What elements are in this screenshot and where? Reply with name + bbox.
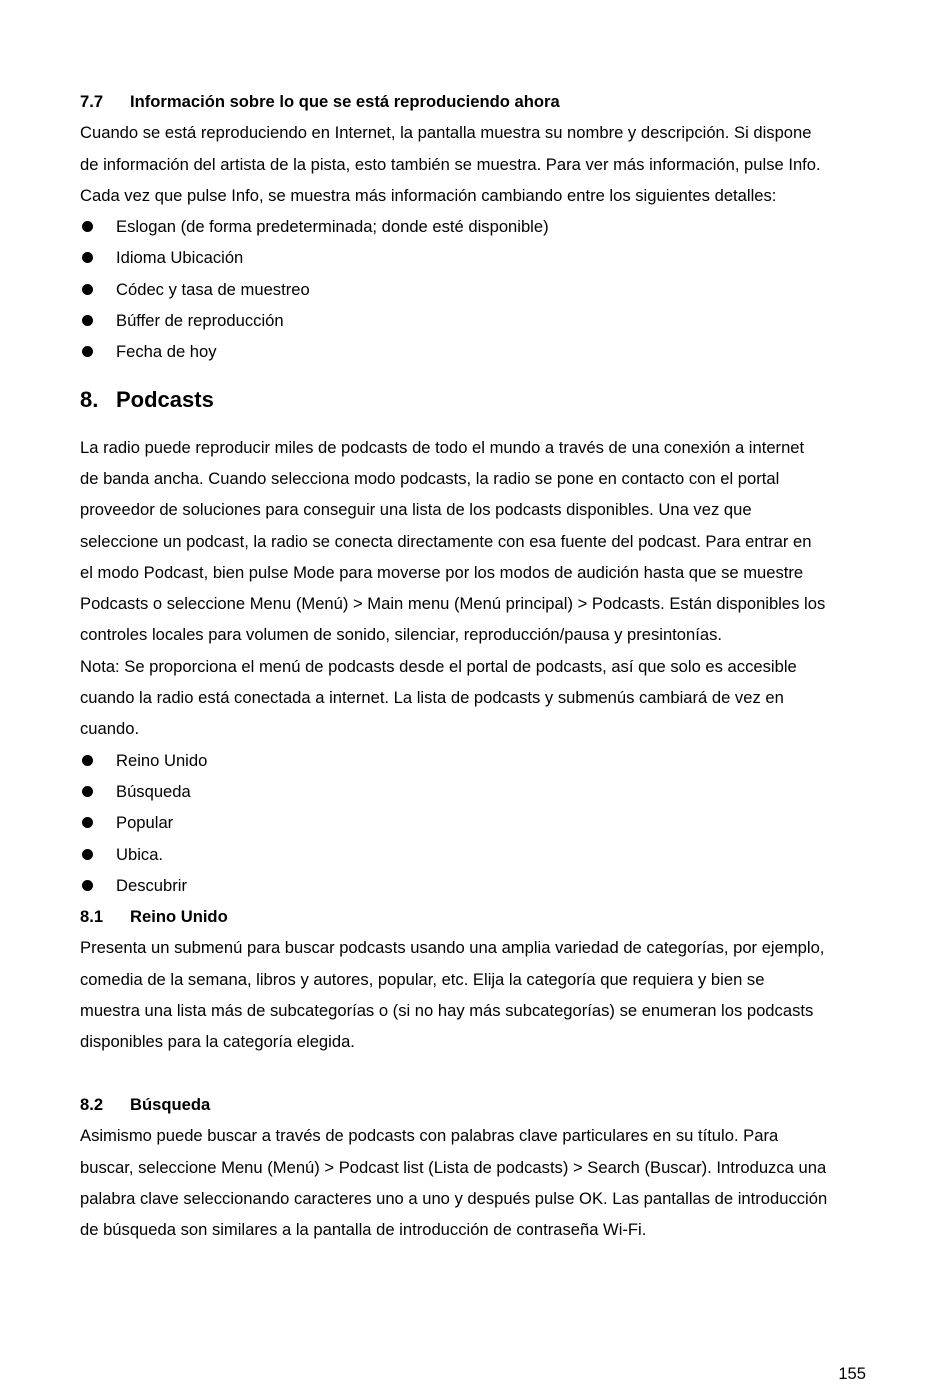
paragraph-line: controles locales para volumen de sonido, silenciar, reproducción/pausa y presintonías. bbox=[80, 625, 722, 645]
list-item-text: Eslogan (de forma predeterminada; donde esté disponible) bbox=[116, 217, 549, 237]
list-item bbox=[80, 839, 880, 870]
list-item bbox=[80, 870, 880, 901]
list-item bbox=[80, 336, 880, 367]
list-item bbox=[80, 745, 880, 776]
section-7-7-heading bbox=[80, 86, 880, 117]
document-page bbox=[80, 86, 880, 1245]
list-item-text: Códec y tasa de muestreo bbox=[116, 279, 310, 299]
paragraph-line: de banda ancha. Cuando selecciona modo podcasts, la radio se pone en contacto con el portal bbox=[80, 468, 780, 488]
paragraph-line: cuando. bbox=[80, 719, 140, 739]
paragraph-line: Podcasts o seleccione Menu (Menú) > Main menu (Menú principal) > Podcasts. Están disponibles los bbox=[80, 594, 826, 614]
list-item-text: Idioma Ubicación bbox=[116, 248, 244, 268]
paragraph-line: proveedor de soluciones para conseguir una lista de los podcasts disponibles. Una vez que bbox=[80, 500, 752, 520]
paragraph-line: palabra clave seleccionando caracteres uno a uno y después pulse OK. Las pantallas de introducción bbox=[80, 1188, 828, 1208]
list-item bbox=[80, 274, 880, 305]
paragraph-line: buscar, seleccione Menu (Menú) > Podcast list (Lista de podcasts) > Search (Buscar). Introduzca una bbox=[80, 1157, 827, 1177]
section-title: Reino Unido bbox=[130, 907, 228, 927]
list-item bbox=[80, 242, 880, 273]
section-number: 8.1 bbox=[80, 907, 104, 927]
paragraph-line: seleccione un podcast, la radio se conecta directamente con esa fuente del podcast. Para entrar en bbox=[80, 531, 812, 551]
section-8-1-heading bbox=[80, 901, 880, 932]
list-item bbox=[80, 305, 880, 336]
list-item-text: Descubrir bbox=[116, 875, 188, 895]
section-number: 7.7 bbox=[80, 92, 104, 111]
paragraph-line: Nota: Se proporciona el menú de podcasts desde el portal de podcasts, así que solo es accesible bbox=[80, 656, 797, 676]
section-title: Búsqueda bbox=[130, 1094, 211, 1114]
paragraph-line: La radio puede reproducir miles de podcasts de todo el mundo a través de una conexión a internet bbox=[80, 437, 805, 457]
list-item-text: Fecha de hoy bbox=[116, 342, 217, 362]
list-item-text: Búsqueda bbox=[116, 781, 191, 801]
paragraph-line: Cuando se está reproduciendo en Internet, la pantalla muestra su nombre y descripción. Si dispone bbox=[80, 123, 812, 143]
chapter-number: 8. bbox=[80, 386, 99, 412]
paragraph-line: comedia de la semana, libros y autores, popular, etc. Elija la categoría que requiera y bien se bbox=[80, 969, 765, 989]
paragraph-line: Presenta un submenú para buscar podcasts usando una amplia variedad de categorías, por ejemplo, bbox=[80, 938, 825, 958]
paragraph-line: muestra una lista más de subcategorías o (si no hay más subcategorías) se enumeran los podcasts bbox=[80, 1001, 814, 1021]
bullet-icon bbox=[82, 284, 93, 295]
chapter-title: Podcasts bbox=[116, 386, 214, 412]
list-item-text: Popular bbox=[116, 813, 174, 833]
bullet-icon bbox=[82, 755, 93, 766]
paragraph-line: de búsqueda son similares a la pantalla de introducción de contraseña Wi-Fi. bbox=[80, 1220, 647, 1240]
page-number: 155 bbox=[838, 1364, 866, 1383]
spacer bbox=[80, 1058, 880, 1089]
bullet-icon bbox=[82, 346, 93, 357]
section-8-2-heading bbox=[80, 1089, 880, 1120]
paragraph-line: disponibles para la categoría elegida. bbox=[80, 1032, 355, 1052]
list-item bbox=[80, 211, 880, 242]
list-item bbox=[80, 807, 880, 838]
bullet-icon bbox=[82, 817, 93, 828]
section-title: Información sobre lo que se está reproduciendo ahora bbox=[130, 92, 560, 111]
bullet-icon bbox=[82, 221, 93, 232]
section-number: 8.2 bbox=[80, 1094, 104, 1114]
paragraph-line: cuando la radio está conectada a internet. La lista de podcasts y submenús cambiará de vez en bbox=[80, 688, 784, 708]
paragraph-line: de información del artista de la pista, esto también se muestra. Para ver más información, pulse Info. bbox=[80, 154, 821, 174]
bullet-icon bbox=[82, 786, 93, 797]
chapter-heading bbox=[80, 385, 880, 415]
list-item-text: Ubica. bbox=[116, 844, 164, 864]
list-item-text: Búffer de reproducción bbox=[116, 311, 284, 331]
bullet-icon bbox=[82, 315, 93, 326]
bullet-icon bbox=[82, 880, 93, 891]
list-item-text: Reino Unido bbox=[116, 750, 208, 770]
paragraph-line: Cada vez que pulse Info, se muestra más información cambiando entre los siguientes detalles: bbox=[80, 185, 777, 205]
paragraph-line: Asimismo puede buscar a través de podcasts con palabras clave particulares en su título. Para bbox=[80, 1126, 779, 1146]
bullet-icon bbox=[82, 849, 93, 860]
bullet-icon bbox=[82, 252, 93, 263]
list-item bbox=[80, 776, 880, 807]
paragraph-line: el modo Podcast, bien pulse Mode para moverse por los modos de audición hasta que se muestre bbox=[80, 562, 804, 582]
